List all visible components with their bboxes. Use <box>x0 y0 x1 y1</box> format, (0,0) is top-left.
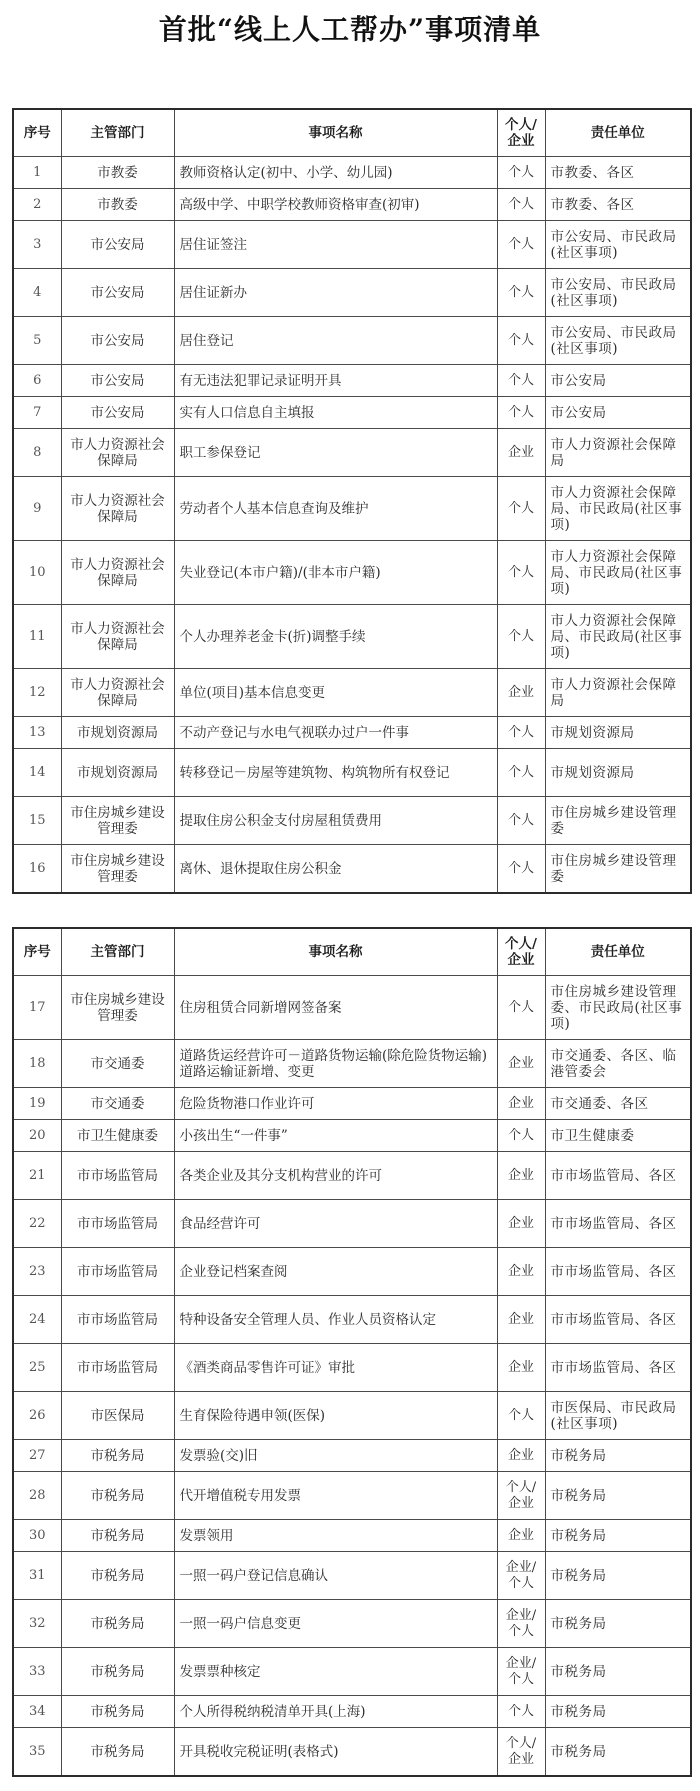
cell-responsible-unit: 市人力资源社会保障局、市民政局(社区事项) <box>545 541 691 605</box>
page-title: 首批“线上人工帮办”事项清单 <box>158 13 542 46</box>
table-row <box>13 221 691 269</box>
cell-department: 市税务局 <box>61 1472 174 1520</box>
cell-applicant-type: 个人 <box>497 477 545 541</box>
header-unit: 责任单位 <box>545 109 691 157</box>
cell-item-name: 一照一码户信息变更 <box>174 1600 497 1648</box>
cell-responsible-unit: 市人力资源社会保障局、市民政局(社区事项) <box>545 605 691 669</box>
table-row <box>13 269 691 317</box>
cell-item-name: 不动产登记与水电气视联办过户一件事 <box>174 717 497 749</box>
cell-applicant-type: 个人 <box>497 397 545 429</box>
cell-applicant-type: 个人 <box>497 749 545 797</box>
cell-applicant-type: 企业 <box>497 429 545 477</box>
cell-applicant-type: 企业 <box>497 1088 545 1120</box>
cell-applicant-type: 个人 <box>497 157 545 189</box>
cell-item-name: 居住证签注 <box>174 221 497 269</box>
table-row <box>13 1552 691 1600</box>
table-row <box>13 157 691 189</box>
table-body <box>13 976 691 1777</box>
cell-department: 市公安局 <box>61 397 174 429</box>
cell-item-name: 劳动者个人基本信息查询及维护 <box>174 477 497 541</box>
cell-department: 市公安局 <box>61 221 174 269</box>
cell-no: 26 <box>13 1392 61 1440</box>
cell-responsible-unit: 市住房城乡建设管理委、市民政局(社区事项) <box>545 976 691 1040</box>
cell-no: 16 <box>13 845 61 894</box>
cell-department: 市人力资源社会保障局 <box>61 477 174 541</box>
header-item: 事项名称 <box>174 109 497 157</box>
cell-department: 市税务局 <box>61 1600 174 1648</box>
cell-responsible-unit: 市税务局 <box>545 1440 691 1472</box>
cell-no: 10 <box>13 541 61 605</box>
cell-applicant-type: 企业 <box>497 1296 545 1344</box>
cell-no: 12 <box>13 669 61 717</box>
cell-department: 市医保局 <box>61 1392 174 1440</box>
cell-applicant-type: 企业/个人 <box>497 1600 545 1648</box>
cell-responsible-unit: 市税务局 <box>545 1520 691 1552</box>
cell-no: 21 <box>13 1152 61 1200</box>
cell-applicant-type: 个人 <box>497 717 545 749</box>
cell-no: 25 <box>13 1344 61 1392</box>
table-row <box>13 365 691 397</box>
cell-responsible-unit: 市公安局 <box>545 365 691 397</box>
cell-responsible-unit: 市税务局 <box>545 1648 691 1696</box>
table-row <box>13 1648 691 1696</box>
items-table-part-2 <box>12 927 692 1777</box>
cell-no: 13 <box>13 717 61 749</box>
cell-department: 市规划资源局 <box>61 717 174 749</box>
cell-department: 市人力资源社会保障局 <box>61 669 174 717</box>
table-row <box>13 1600 691 1648</box>
table-row <box>13 1120 691 1152</box>
header-type: 个人/企业 <box>497 109 545 157</box>
cell-applicant-type: 企业 <box>497 1040 545 1088</box>
items-table-part-1 <box>12 108 692 894</box>
cell-applicant-type: 个人 <box>497 1696 545 1728</box>
cell-responsible-unit: 市公安局、市民政局(社区事项) <box>545 269 691 317</box>
cell-department: 市税务局 <box>61 1648 174 1696</box>
cell-no: 27 <box>13 1440 61 1472</box>
cell-responsible-unit: 市税务局 <box>545 1600 691 1648</box>
table-row <box>13 1440 691 1472</box>
cell-item-name: 实有人口信息自主填报 <box>174 397 497 429</box>
cell-no: 15 <box>13 797 61 845</box>
cell-responsible-unit: 市税务局 <box>545 1728 691 1777</box>
cell-responsible-unit: 市人力资源社会保障局 <box>545 429 691 477</box>
cell-applicant-type: 个人 <box>497 797 545 845</box>
cell-department: 市税务局 <box>61 1440 174 1472</box>
cell-department: 市市场监管局 <box>61 1296 174 1344</box>
cell-item-name: 食品经营许可 <box>174 1200 497 1248</box>
cell-applicant-type: 企业 <box>497 1248 545 1296</box>
table-row <box>13 1200 691 1248</box>
cell-applicant-type: 个人 <box>497 269 545 317</box>
cell-applicant-type: 个人 <box>497 189 545 221</box>
cell-item-name: 提取住房公积金支付房屋租赁费用 <box>174 797 497 845</box>
cell-department: 市税务局 <box>61 1696 174 1728</box>
cell-responsible-unit: 市公安局、市民政局(社区事项) <box>545 317 691 365</box>
header-unit: 责任单位 <box>545 928 691 976</box>
cell-responsible-unit: 市规划资源局 <box>545 717 691 749</box>
cell-applicant-type: 企业 <box>497 669 545 717</box>
header-no: 序号 <box>13 928 61 976</box>
cell-applicant-type: 企业 <box>497 1440 545 1472</box>
cell-department: 市人力资源社会保障局 <box>61 605 174 669</box>
header-type: 个人/企业 <box>497 928 545 976</box>
cell-no: 14 <box>13 749 61 797</box>
cell-department: 市交通委 <box>61 1088 174 1120</box>
table-row <box>13 1296 691 1344</box>
cell-no: 3 <box>13 221 61 269</box>
table-row <box>13 1392 691 1440</box>
cell-no: 2 <box>13 189 61 221</box>
cell-item-name: 道路货运经营许可－道路货物运输(除危险货物运输)道路运输证新增、变更 <box>174 1040 497 1088</box>
cell-no: 11 <box>13 605 61 669</box>
cell-item-name: 离休、退休提取住房公积金 <box>174 845 497 894</box>
cell-no: 4 <box>13 269 61 317</box>
table-row <box>13 797 691 845</box>
table-row <box>13 397 691 429</box>
cell-responsible-unit: 市交通委、各区、临港管委会 <box>545 1040 691 1088</box>
cell-item-name: 代开增值税专用发票 <box>174 1472 497 1520</box>
cell-item-name: 有无违法犯罪记录证明开具 <box>174 365 497 397</box>
cell-no: 8 <box>13 429 61 477</box>
cell-item-name: 《酒类商品零售许可证》审批 <box>174 1344 497 1392</box>
table-row <box>13 189 691 221</box>
cell-item-name: 各类企业及其分支机构营业的许可 <box>174 1152 497 1200</box>
cell-no: 5 <box>13 317 61 365</box>
table-header-row <box>13 928 691 976</box>
table-row <box>13 541 691 605</box>
cell-department: 市教委 <box>61 189 174 221</box>
cell-department: 市市场监管局 <box>61 1152 174 1200</box>
cell-no: 34 <box>13 1696 61 1728</box>
cell-applicant-type: 个人/企业 <box>497 1728 545 1777</box>
cell-item-name: 住房租赁合同新增网签备案 <box>174 976 497 1040</box>
cell-item-name: 发票验(交)旧 <box>174 1440 497 1472</box>
cell-applicant-type: 企业 <box>497 1520 545 1552</box>
cell-department: 市市场监管局 <box>61 1248 174 1296</box>
cell-responsible-unit: 市市场监管局、各区 <box>545 1248 691 1296</box>
cell-applicant-type: 个人 <box>497 541 545 605</box>
cell-item-name: 教师资格认定(初中、小学、幼儿园) <box>174 157 497 189</box>
cell-item-name: 生育保险待遇申领(医保) <box>174 1392 497 1440</box>
cell-item-name: 居住登记 <box>174 317 497 365</box>
cell-department: 市卫生健康委 <box>61 1120 174 1152</box>
cell-department: 市公安局 <box>61 269 174 317</box>
table-row <box>13 1344 691 1392</box>
cell-department: 市公安局 <box>61 365 174 397</box>
cell-applicant-type: 个人/企业 <box>497 1472 545 1520</box>
cell-applicant-type: 企业 <box>497 1152 545 1200</box>
cell-applicant-type: 企业 <box>497 1344 545 1392</box>
cell-department: 市税务局 <box>61 1728 174 1777</box>
cell-department: 市教委 <box>61 157 174 189</box>
header-no: 序号 <box>13 109 61 157</box>
table-row <box>13 605 691 669</box>
cell-applicant-type: 个人 <box>497 845 545 894</box>
table-row <box>13 429 691 477</box>
header-dept: 主管部门 <box>61 928 174 976</box>
cell-item-name: 单位(项目)基本信息变更 <box>174 669 497 717</box>
cell-responsible-unit: 市人力资源社会保障局、市民政局(社区事项) <box>545 477 691 541</box>
cell-no: 22 <box>13 1200 61 1248</box>
header-item: 事项名称 <box>174 928 497 976</box>
cell-no: 32 <box>13 1600 61 1648</box>
cell-item-name: 发票票种核定 <box>174 1648 497 1696</box>
cell-item-name: 危险货物港口作业许可 <box>174 1088 497 1120</box>
table-row <box>13 1520 691 1552</box>
cell-applicant-type: 个人 <box>497 1392 545 1440</box>
cell-no: 35 <box>13 1728 61 1777</box>
cell-responsible-unit: 市教委、各区 <box>545 189 691 221</box>
cell-responsible-unit: 市公安局、市民政局(社区事项) <box>545 221 691 269</box>
cell-no: 30 <box>13 1520 61 1552</box>
table-body <box>13 157 691 894</box>
table-row <box>13 1040 691 1088</box>
cell-applicant-type: 个人 <box>497 317 545 365</box>
cell-applicant-type: 个人 <box>497 1120 545 1152</box>
cell-responsible-unit: 市税务局 <box>545 1696 691 1728</box>
cell-applicant-type: 个人 <box>497 365 545 397</box>
table-row <box>13 477 691 541</box>
cell-department: 市市场监管局 <box>61 1200 174 1248</box>
cell-no: 33 <box>13 1648 61 1696</box>
cell-department: 市税务局 <box>61 1552 174 1600</box>
table-row <box>13 1248 691 1296</box>
table-row <box>13 1472 691 1520</box>
cell-no: 19 <box>13 1088 61 1120</box>
cell-no: 9 <box>13 477 61 541</box>
cell-responsible-unit: 市住房城乡建设管理委 <box>545 797 691 845</box>
table-row <box>13 1152 691 1200</box>
cell-responsible-unit: 市市场监管局、各区 <box>545 1344 691 1392</box>
cell-department: 市住房城乡建设管理委 <box>61 976 174 1040</box>
cell-no: 18 <box>13 1040 61 1088</box>
cell-department: 市市场监管局 <box>61 1344 174 1392</box>
cell-responsible-unit: 市市场监管局、各区 <box>545 1200 691 1248</box>
cell-no: 24 <box>13 1296 61 1344</box>
table-row <box>13 717 691 749</box>
cell-applicant-type: 个人 <box>497 976 545 1040</box>
cell-item-name: 居住证新办 <box>174 269 497 317</box>
cell-department: 市税务局 <box>61 1520 174 1552</box>
cell-no: 31 <box>13 1552 61 1600</box>
cell-responsible-unit: 市住房城乡建设管理委 <box>545 845 691 894</box>
cell-department: 市住房城乡建设管理委 <box>61 797 174 845</box>
cell-no: 28 <box>13 1472 61 1520</box>
cell-responsible-unit: 市公安局 <box>545 397 691 429</box>
cell-item-name: 个人所得税纳税清单开具(上海) <box>174 1696 497 1728</box>
table-row <box>13 317 691 365</box>
cell-item-name: 职工参保登记 <box>174 429 497 477</box>
table-row <box>13 1728 691 1777</box>
table-header-row <box>13 109 691 157</box>
cell-responsible-unit: 市交通委、各区 <box>545 1088 691 1120</box>
table-row <box>13 1696 691 1728</box>
cell-item-name: 一照一码户登记信息确认 <box>174 1552 497 1600</box>
cell-responsible-unit: 市税务局 <box>545 1472 691 1520</box>
cell-no: 1 <box>13 157 61 189</box>
cell-responsible-unit: 市教委、各区 <box>545 157 691 189</box>
cell-responsible-unit: 市人力资源社会保障局 <box>545 669 691 717</box>
cell-item-name: 个人办理养老金卡(折)调整手续 <box>174 605 497 669</box>
cell-responsible-unit: 市市场监管局、各区 <box>545 1152 691 1200</box>
cell-no: 7 <box>13 397 61 429</box>
cell-no: 20 <box>13 1120 61 1152</box>
cell-department: 市公安局 <box>61 317 174 365</box>
cell-applicant-type: 企业/个人 <box>497 1552 545 1600</box>
table-row <box>13 1088 691 1120</box>
cell-department: 市住房城乡建设管理委 <box>61 845 174 894</box>
cell-item-name: 企业登记档案查阅 <box>174 1248 497 1296</box>
table-row <box>13 669 691 717</box>
cell-applicant-type: 企业/个人 <box>497 1648 545 1696</box>
cell-item-name: 特种设备安全管理人员、作业人员资格认定 <box>174 1296 497 1344</box>
cell-responsible-unit: 市市场监管局、各区 <box>545 1296 691 1344</box>
table-row <box>13 845 691 894</box>
cell-item-name: 转移登记－房屋等建筑物、构筑物所有权登记 <box>174 749 497 797</box>
cell-applicant-type: 个人 <box>497 605 545 669</box>
header-dept: 主管部门 <box>61 109 174 157</box>
cell-responsible-unit: 市规划资源局 <box>545 749 691 797</box>
cell-no: 6 <box>13 365 61 397</box>
cell-applicant-type: 企业 <box>497 1200 545 1248</box>
cell-department: 市人力资源社会保障局 <box>61 541 174 605</box>
cell-item-name: 小孩出生“一件事” <box>174 1120 497 1152</box>
cell-responsible-unit: 市卫生健康委 <box>545 1120 691 1152</box>
cell-item-name: 高级中学、中职学校教师资格审查(初审) <box>174 189 497 221</box>
table-row <box>13 976 691 1040</box>
cell-department: 市交通委 <box>61 1040 174 1088</box>
cell-responsible-unit: 市医保局、市民政局(社区事项) <box>545 1392 691 1440</box>
cell-applicant-type: 个人 <box>497 221 545 269</box>
table-row <box>13 749 691 797</box>
cell-responsible-unit: 市税务局 <box>545 1552 691 1600</box>
cell-department: 市人力资源社会保障局 <box>61 429 174 477</box>
cell-no: 17 <box>13 976 61 1040</box>
cell-item-name: 失业登记(本市户籍)/(非本市户籍) <box>174 541 497 605</box>
cell-no: 23 <box>13 1248 61 1296</box>
cell-item-name: 开具税收完税证明(表格式) <box>174 1728 497 1777</box>
cell-department: 市规划资源局 <box>61 749 174 797</box>
cell-item-name: 发票领用 <box>174 1520 497 1552</box>
